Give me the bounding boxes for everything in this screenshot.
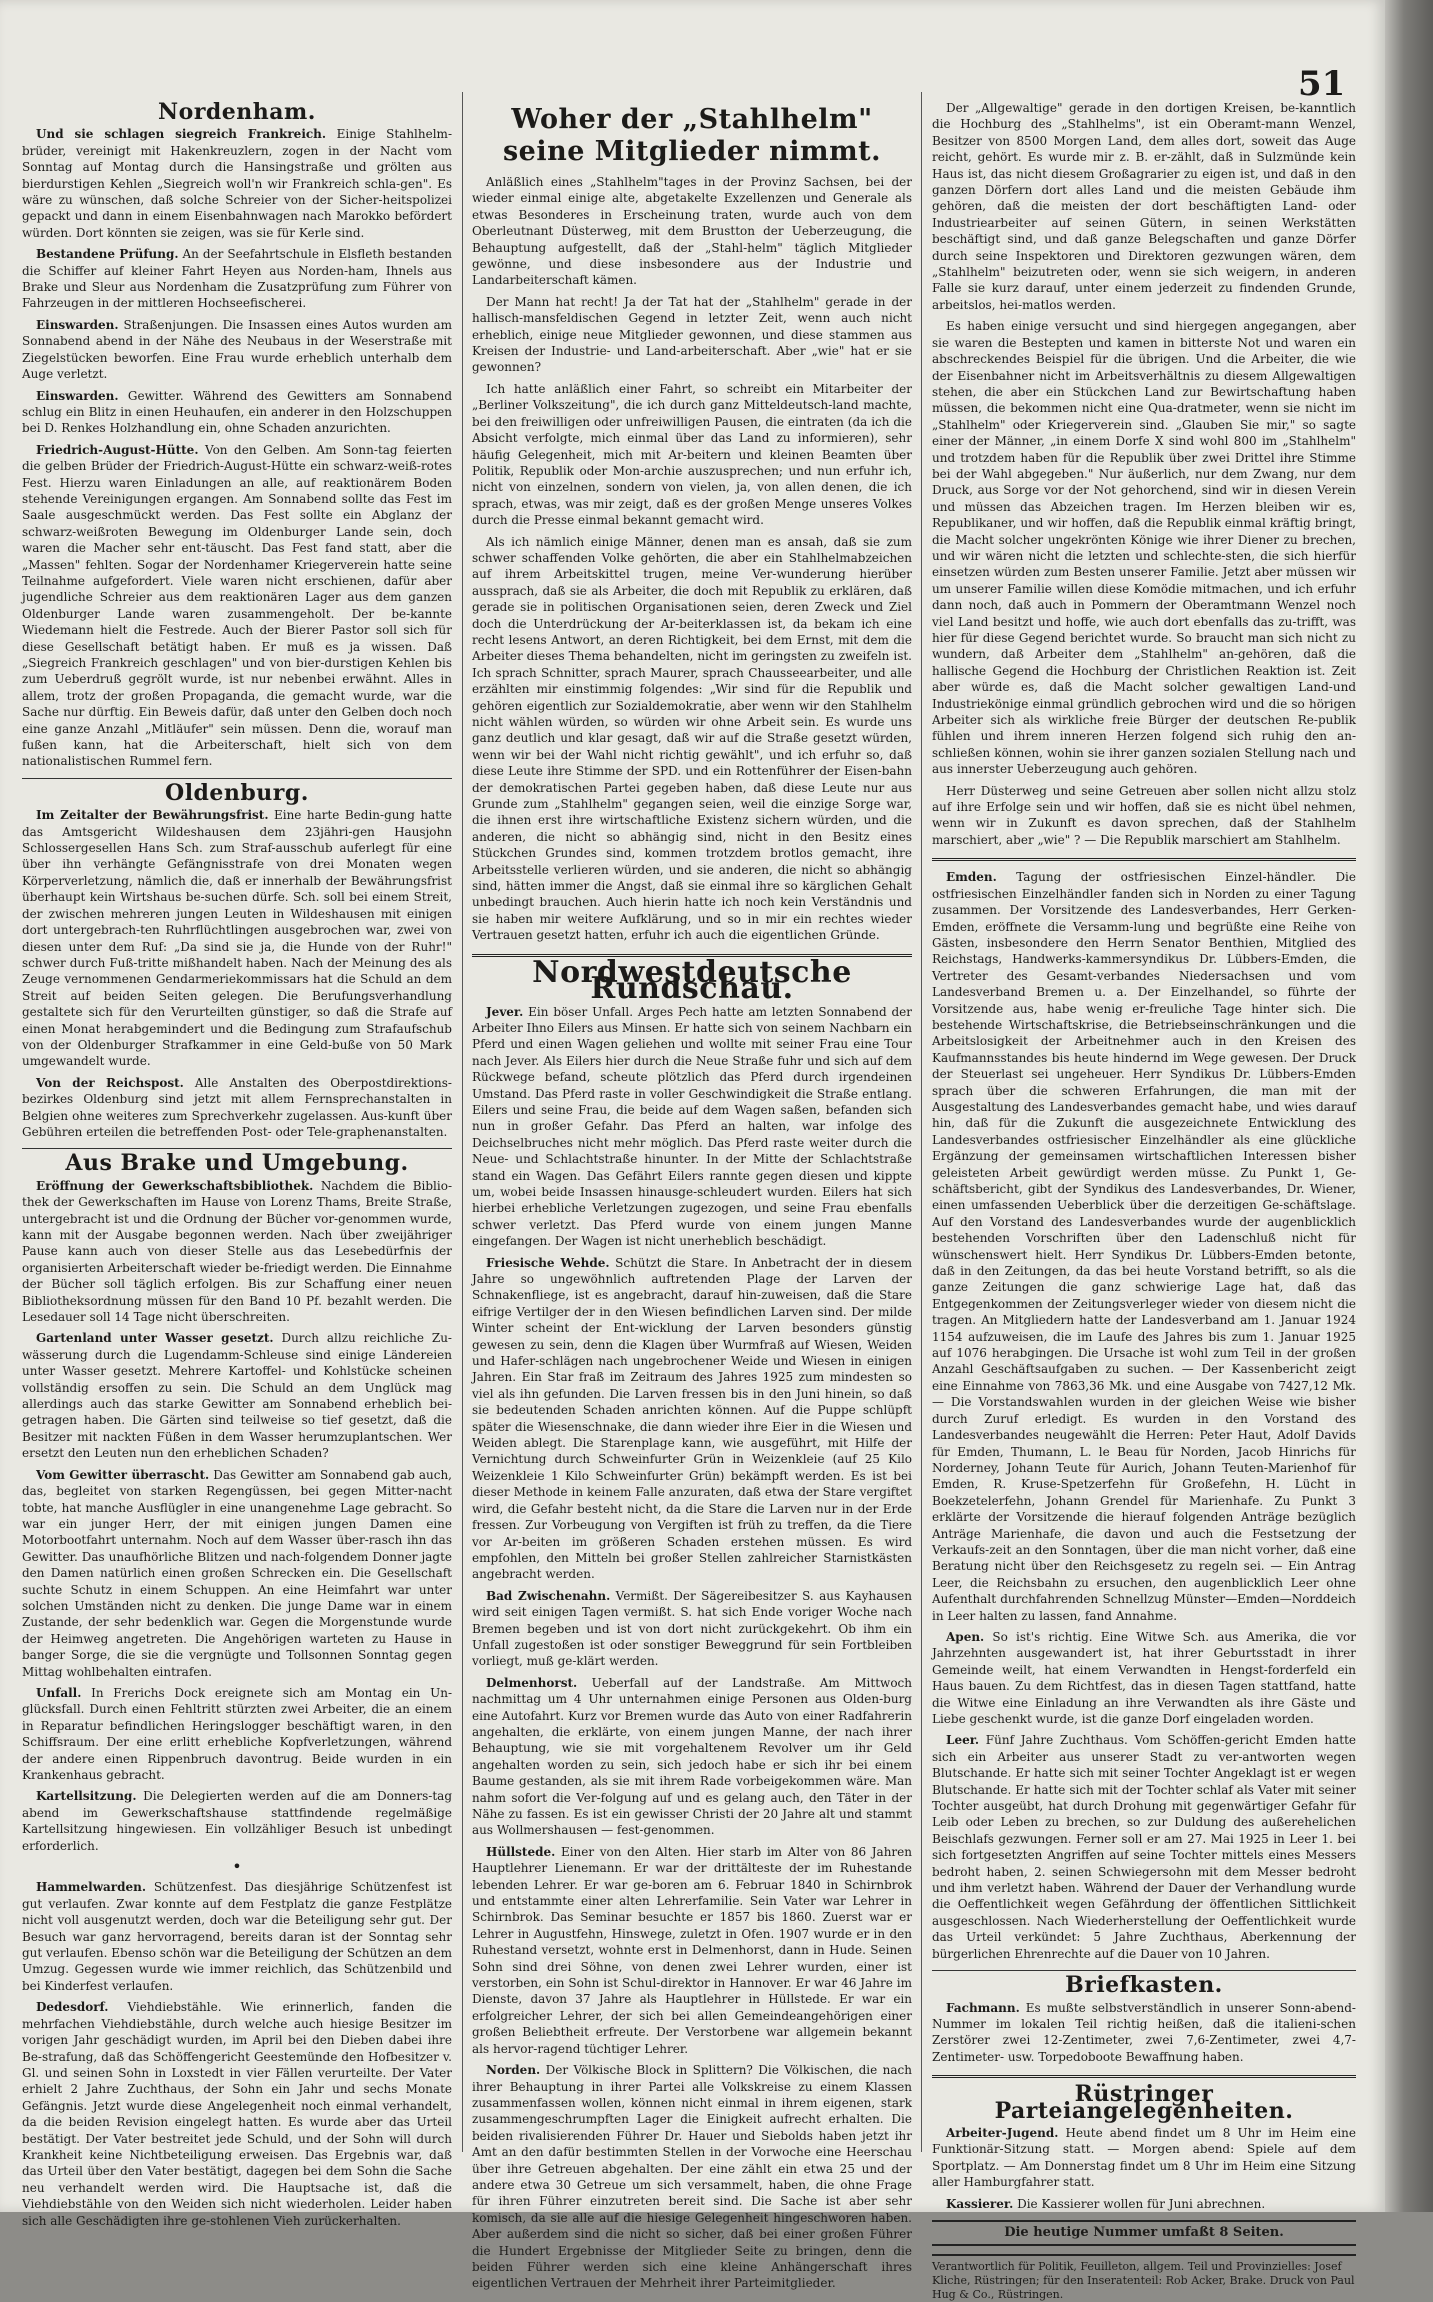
section-rundschau [472,1004,912,2292]
news-item-text: Straßenjungen. Die Insassen eines Autos wurden am Sonnabend abend in der Nähe des Neubaus in der Weserstraße mit Ziegelstücken beworfen. Eine Frau wurde erheblich unterhalb dem Auge verletzt. [22,317,452,382]
news-item-text: Es mußte selbstverständlich in unserer Sonn-abend-Nummer im lokalen Teil richtig heißen, daß die italieni-schen Zerstörer zwei 12-Zentimeter, zwei 7,6-Zentimeter, zwei 4,7-Zentimeter- usw. Torpedoboote Bewaffnung haben. [932,2000,1356,2064]
news-item-lead: Apen. [946,1629,985,1644]
news-item [472,1675,912,1839]
section-brake [22,1178,452,1854]
news-item-lead: Bestandene Prüfung. [36,247,179,262]
page-number: 51 [1298,64,1346,104]
issue-notice: Die heutige Nummer umfaßt 8 Seiten. [932,2220,1356,2246]
news-item [932,869,1356,1624]
news-item-lead: Und sie schlagen siegreich Frankreich. [36,127,327,142]
news-item-text: So ist's richtig. Eine Witwe Sch. aus Amerika, die vor Jahrzehnten ausgewandert ist, hat ihrer Geburtsstadt in ihrer Gemeinde weilt, hat einem Verwandten in Hengst-forderfeld ein Haus bauen. Zu dem Richtfest, das in diesen Tagen stattfand, hatte die Witwe eine Einladung an ihre Verwandten als ihre Gäste und Liebe geschenkt wurde, ist die ganze Dorf eingeladen worden. [932,1629,1356,1726]
section-oldenburg [22,807,452,1140]
news-item [932,1732,1356,1962]
news-item [472,1588,912,1670]
news-item-text: Die Kassierer wollen für Juni abrechnen. [1013,2196,1266,2211]
news-item-lead: Gartenland unter Wasser gesetzt. [36,1331,274,1346]
news-item-lead: Dedesdorf. [36,2000,109,2015]
article-paragraph: Ich hatte anläßlich einer Fahrt, so schreibt ein Mitarbeiter der „Berliner Volkszeitung", die ich durch ganz Mitteldeutsch-land machte, bei den freiwilligen oder unfreiwilligen Pausen, die eintraten (da ich die Absicht verfolgte, mich einmal über das Land zu informieren), sehr häufig Gelegenheit, mich mit Ar-beitern und kleinen Beamten über Politik, Republik oder Mon-archie auszusprechen; und nun erfuhr ich, nicht von einzelnen, sondern von vielen, ja, von allen denen, die ich sprach, etwas, was mir zeigt, daß es der großen Menge unseres Volkes durch die Presse einmal bekannt gemacht wird. [472,381,912,528]
news-item-text: Viehdiebstähle. Wie erinnerlich, fanden die mehrfachen Viehdiebstähle, durch welche auch hiesige Besitzer im vorigen Jahr geschädigt wurden, im April bei den Dieben dabei ihre Be-strafung, daß das Schöffengericht Geestemünde den Hofbesitzer v. Gl. und seinen Sohn in Loxstedt in vier Fällen verurteilte. Der Vater erhielt 2 Jahre Zuchthaus, der Sohn ein Jahr und sechs Monate Gefängnis. Jetzt wurde diese Angelegenheit noch einmal verhandelt, da die beiden Revision eingelegt hatten. Es wurde aber das Urteil bestätigt. Der Vater bestreitet jede Schuld, und der Sohn will durch Krankheit keine Nichtbeteiligung erweisen. Das Ergebnis war, daß das Urteil über den Vater bestätigt, dagegen bei dem Sohn die Sache neu verhandelt werden wird. Die Hauptsache ist, daß die Viehdiebstähle von den Weiden sich nicht wiederholen. Leider haben sich alle Geschädigten ihre ge-stohlenen Vieh zurückerhalten. [22,2000,452,2228]
news-item-lead: Friedrich-August-Hütte. [36,442,199,457]
news-item-text: Einer von den Alten. Hier starb im Alter von 86 Jahren Hauptlehrer Lienemann. Er war der drittälteste der im Ruhestande lebenden Lehrer. Er war ge-boren am 6. Februar 1840 in Schirnbrok und entstammte einer alten Lehrerfamilie. Sein Vater war Lehrer in Schirnbrok. Das Seminar besuchte er 1857 bis 1860. Zuerst war er Lehrer in Augustfehn, Hinswege, zuletzt in Ofen. 1907 wurde er in den Ruhestand versetzt, wohnte erst in Delmenhorst, dann in Hude. Seinen Sohn sind drei Söhne, von denen zwei Lehrer wurden, einer ist verstorben, ein Sohn ist Schul-direktor in Hannover. Er war 46 Jahre im Dienste, davon 37 Jahre als Hauptlehrer in Hüllstede. Er war ein erfolgreicher Lehrer, der sich bei allen Gemeindeangehörigen einer großen Beliebtheit erfreute. Der Verstorbene war allgemein bekannt als hervor-ragend tüchtiger Lehrer. [472,1844,912,2056]
section-title-briefkasten: Briefkasten. [1065,1972,1223,1999]
news-item-text: Nachdem die Biblio-thek der Gewerkschaften im Hause von Lorenz Thams, Breite Straße, untergebracht ist und die Ordnung der Bücher vor-genommen wurde, kann mit der Ausgabe begonnen werden. Nach über zweijähriger Pause kann auch von dieser Stelle aus das Lesebedürfnis der organisierten Arbeiterschaft wieder be-friedigt werden. Die Einnahme der Bücher soll täglich erfolgen. Bis zur Schaffung einer neuen Bibliotheksordnung müssen für den Band 10 Pf. bezahlt werden. Die Lesedauer soll 14 Tage nicht überschreiten. [22,1178,453,1325]
section-divider [932,1970,1356,1971]
news-item-lead: Kassierer. [946,2196,1014,2211]
news-item-text: Von den Gelben. Am Sonn-tag feierten die gelben Brüder der Friedrich-August-Hütte ein schwarz-weiß-rotes Fest. Hierzu waren Einladungen an alle, auf reaktionärem Boden stehende Vereinigungen ergangen. Am Sonnabend sollte das Fest im Saale ausgeschmückt werden. Das Fest sollte ein Abglanz der schwarz-weißroten Bewegung im Oldenburger Lande sein, doch waren die Macher sehr ent-täuscht. Das Fest fand statt, aber die „Massen" fehlten. Sogar der Nordenhamer Kriegerverein hatte seine Teilnahme aufgefordert. Viele waren nicht erschienen, dafür aber jugendliche Schreier aus dem reaktionären Lager aus dem ganzen Oldenburger Lande waren zusammengeholt. Der be-kannte Wiedemann hielt die Festrede. Auch der Bierer Pastor soll sich für diese Gesellschaft betätigt haben. Er muß es ja wissen. Daß „Siegreich Frankreich geschlagen" und von bier-durstigen Kehlen bis zum Ueberdruß gegrölt wurde, ist nur nebenbei erwähnt. Alles in allem, trotz der großen Propaganda, die gemacht wurde, war die Sache nur dürftig. Ein Beweis dafür, daß unter den Gelben doch noch eine ganze Anzahl „Mitläufer" sein müssen. Denn die, worauf man fußen kann, hat die Arbeiterschaft, hielt sich von dem nationalistischen Rummel fern. [22,442,452,769]
news-item [22,1879,452,1994]
news-item [22,442,452,770]
column-3 [932,100,1356,2302]
news-item [22,807,452,1070]
news-item [472,1255,912,1583]
section-divider [22,1148,452,1149]
article-title-stahlhelm: Woher der „Stahlhelm" seine Mitglieder nimmt. [502,104,882,167]
section-local-news [22,1879,452,2229]
news-item-lead: Im Zeitalter der Bewährungsfrist. [36,808,269,823]
news-item [22,1685,452,1783]
news-item [932,2196,1356,2212]
news-item-text: Der Völkische Block in Splittern? Die Völkischen, die nach ihrer Behauptung in ihrer Partei alle Volkskreise zu einem Klassen zusammenfassen wollen, können nicht einmal in ihrem eigenen, stark zusammengeschrumpften Lager die Einigkeit aufrecht erhalten. Die beiden rivalisierenden Führer Dr. Hauer und Siebolds haben jetzt ihr Amt an den dafür bestimmten Stellen in der Vorwoche eine Heerschau über ihre Getreuen abgehalten. Der eine zählt ein etwa 25 und der andere etwa 30 Getreue um sich versammelt, haben, die ohne Frage für ihren Führer einzutreten bereit sind. Die Sache ist aber sehr komisch, da sie alle auf die hiesige Gelegenheit hingeschworen haben. Aber außerdem sind die nicht so sicher, daß bei einer großen Führer die Hundert Ergebnisse der Mitglieder Seite zu bringen, denn die beiden Führer werden sich eine kleine Anhängerschaft ihres eigentlichen Vertrauen der Mehrheit ihrer Parteimitglieder. [472,2063,912,2291]
news-item [22,246,452,312]
news-item-text: Einige Stahlhelm-brüder, vereinigt mit Hakenkreuzlern, zogen in der Nacht vom Sonntag auf Montag durch die Hansingstraße und grölten aus bierdurstigen Kehlen „Siegreich woll'n wir Frankreich schla-gen". Es wäre zu wünschen, daß solche Schreier von der Sicher-heitspolizei gepackt und dann in einem Eisenbahnwagen nach Marokko befördert würden. Dort könnten sie zeigen, was sie für Kerle sind. [22,127,452,240]
news-item-lead: Eröffnung der Gewerkschaftsbibliothek. [36,1178,314,1193]
column-1 [22,99,453,2228]
article-stahlhelm [472,174,912,944]
news-item [22,1788,452,1854]
news-item [22,126,452,241]
news-item-lead: Einswarden. [36,317,119,332]
article-stahlhelm-continued [932,100,1356,848]
news-item-text: Alle Anstalten des Oberpostdirektions-bezirkes Oldenburg sind jetzt mit allem Fernsprechanstalten in Belgien ohne weiteres zum Sprechverkehr zugelassen. Aus-kunft über Gebühren erteilen die betreffenden Post- oder Tele-graphenanstalten. [22,1075,452,1139]
news-item-lead: Arbeiter-Jugend. [946,2125,1059,2140]
column-rule-2 [921,92,922,2152]
news-item [22,317,452,383]
section-party [932,2125,1356,2212]
news-item-text: Tagung der ostfriesischen Einzel-händler. Die ostfriesischen Einzelhändler fanden sich in Norden zu einer Tagung zusammen. Der Vorsitzende des Landesverbandes, Herr Gerken-Emden, eröffnete die Versamm-lung und begrüßte eine Reihe von Gästen, insbesondere den Herrn Senator Benthien, Mitglied des Reichstags, Handwerks-kammersyndikus Dr. Lübbers-Emden, die Vertreter des Gesamt-verbandes Niedersachsen und vom Landesverband Bremen u. a. Der Einzelhandel, so führte der Vorsitzende aus, habe wenig er-freuliche Tage hinter sich. Die bestehende Wirtschaftskrise, die Betriebseinschränkungen und die Arbeitslosigkeit der Arbeitnehmer auch in den Kreisen des Kaufmannsstandes bis heute hindernd im Wege gewesen. Der Druck der Steuerlast sei ungeheuer. Herr Syndikus Dr. Lübbers-Emden sprach über die schweren Erfahrungen, die man mit der Ausgestaltung des Landesverbandes gemacht habe, und wies darauf hin, daß für die Zukunft die ausgezeichnete Entwicklung des Landesverbandes ostfriesischer Einzelhändler als eine glückliche Ergänzung der gemeinsamen wirtschaftlichen Interessen bisher geleisteten Arbeit gewürdigt werden müsse. Zu Punkt 1, Ge-schäftsbericht, gibt der Syndikus des Landesverbandes, Dr. Wiener, einen umfassenden Ueberblick über die derzeitigen Ge-schäftslage. Auf den Vorstand des Landesverbandes wurde der augenblicklich bestehenden Vorschriften über den Ladenschluß nicht für wünschenswert hielt. Herr Syndikus Dr. Lübbers-Emden betonte, daß in den Zeitungen, da das bei heute Vorstand betrifft, so als die ganze Zeitungen die ganz schwierige Lage hat, daß das Entgegenkommen der Zeitungsverleger wieder von diesem nicht die tragen. An Mitgliedern hatte der Landesverband am 1. Januar 1924 1154 aufzuweisen, die im Laufe des Jahres bis zum 1. Januar 1925 auf 1076 herabgingen. Die Ursache ist wohl zum Teil in der großen Anzahl Geschäftsaufgaben zu suchen. — Der Kassenbericht zeigt eine Einnahme von 7863,36 Mk. und eine Ausgabe von 7427,12 Mk. — Die Vorstandswahlen wurden in der gleichen Weise wie bisher durch Zuruf erledigt. Es wurden in den Vorstand des Landesverbandes neugewählt die Herren: Peter Haut, Adolf Davids für Emden, Thumann, L. le Beau für Norden, Jacob Hinrichs für Norderney, Johann Teute für Aurich, Johann Teuten-Marienhof für Emden, R. Kruse-Spetzerfehn für Großefehn, H. Lücht in Boekzetelerfehn, Johann Grendel für Marienhafe. Zu Punkt 3 erklärte der Vorsitzende die hierauf folgenden Anträge bezüglich Anträge Marienhafe, die davon und auch die Festsetzung der Verkaufs-zeit an den Sonntagen, über die man nicht vorher, daß eine Beratung nicht über den Reichsgesetz zu regeln sei. — Ein Antrag Leer, die Reichsbahn zu ersuchen, den augenblicklich Leer ohne Aufenthalt durchfahrenden Schnellzug Münster—Emden—Norddeich in Leer halten zu lassen, fand Annahme. [932,870,1356,1623]
news-item-text: Die Delegierten werden auf die am Donners-tag abend im Gewerkschaftshause stattfindende regelmäßige Kartellsitzung hingewiesen. Ein vollzähliger Besuch ist unbedingt erforderlich. [22,1789,452,1853]
news-item [932,2000,1356,2066]
section-rundschau-continued [932,869,1356,1962]
section-divider [932,2075,1356,2078]
section-title-party: Rüstringer Parteiangelegenheiten. [994,2081,1294,2124]
section-nordenham [22,126,452,769]
section-divider [932,858,1356,861]
section-title-oldenburg: Oldenburg. [165,779,309,806]
news-item [932,1629,1356,1727]
news-item-lead: Hüllstede. [486,1844,556,1859]
section-title-nordenham: Nordenham. [158,99,316,125]
news-item-text: Heute abend findet um 8 Uhr im Heim eine Funktionär-Sitzung statt. — Morgen abend: Spiele auf dem Sportplatz. — Am Donnerstag findet um 8 Uhr im Heim eine Sitzung aller Hamburgfahrer statt. [932,2125,1356,2190]
news-item-lead: Emden. [946,870,997,885]
news-item-lead: Friesische Wehde. [486,1255,610,1270]
news-item-lead: Leer. [946,1733,980,1748]
news-item [22,1075,452,1141]
article-paragraph: Der „Allgewaltige" gerade in den dortigen Kreisen, be-kanntlich die Hochburg des „Stahlhelms", ist ein Oberamt-mann Wenzel, Besitzer von 8500 Morgen Land, dem alles dort, soweit das Auge reicht, gehört. Es wurde mir z. B. er-zählt, daß in Sulzmünde kein Haus ist, das nicht diesem Großagrarier zu eigen ist, und daß in den ganzen Dörfern dort alles Land und die meisten Gebäude ihm gehören, daß die meisten der dort beschäftigten Land- oder Industriearbeiter auf seinen Gütern, in seinen Werkstätten beschäftigt sind, und daß ganze Belegschaften und ganze Dörfer durch seine Inspektoren und Direktoren gezwungen wären, dem „Stahlhelm" beizutreten oder, wenn sie sich weigern, in anderen Falle sie kurz darauf, unter einem jederzeit zu findenden Grunde, arbeitslos, hei-matlos werden. [932,101,1356,312]
column-2 [472,100,912,2291]
news-item-lead: Norden. [486,2063,541,2078]
news-item-lead: Jever. [486,1004,524,1019]
news-item-lead: Kartellsitzung. [36,1789,137,1804]
news-item [472,2062,912,2292]
news-item-lead: Fachmann. [946,2000,1020,2015]
news-item-text: Durch allzu reichliche Zu-wässerung durch die Lugendamm-Schleuse sind einige Ländereien unter Wasser gesetzt. Mehrere Kartoffel- und Kohlstücke scheinen vollständig ersoffen zu sein. Die Schuld an dem Unglück mag allerdings auch das starke Gewitter am Sonnabend erheblich bei-getragen haben. Die Gärten sind teilweise so tief gesetzt, daß die Besitzer mit nackten Füßen in dem Wasser herumzuplantschen. Wer ersetzt den Leuten nun den erheblichen Schaden? [22,1331,452,1461]
news-item [22,1178,452,1326]
news-item-lead: Hammelwarden. [36,1880,147,1895]
news-item-lead: Bad Zwischenahn. [486,1588,611,1603]
news-item-text: Das Gewitter am Sonnabend gab auch, das, begleitet von starken Regengüssen, bei gegen Mitter-nacht tobte, hat manche Ausflügler in eine unangenehme Lage gebracht. So war ein junger Herr, der mit einigen jungen Damen eine Motorbootfahrt unternahm. Noch auf dem Wasser über-rasch ihn das Gewitter. Das unaufhörliche Blitzen und nach-folgendem Donner jagte den Damen natürlich einen großen Schrecken ein. Die Gesellschaft suchte Schutz in einem Schuppen. An eine Heimfahrt war unter solchen Umständen nicht zu denken. Die junge Dame war in einem Zustande, der sehr bedenklich war. Gegen die Morgenstunde wurde der Heimweg angetreten. Die Angehörigen warteten zu Hause in banger Sorge, die sie die vergnügte und Tollsonnen Sonntag gegen Mittag wohlbehalten eintrafen. [22,1467,452,1679]
news-item-text: Schützt die Stare. In Anbetracht der in diesem Jahre so ungewöhnlich auftretenden Plage der Larven der Schnakenfliege, ist es angebracht, darauf hin-zuweisen, daß die Stare eifrige Vertilger der in den Wiesen befindlichen Larven sind. Der milde Winter scheint der Ent-wicklung der Larven besonders günstig gewesen zu sein, denn die Klagen über Wurmfraß auf Wiesen, Weiden und Hafer-schlägen nach ungebrochener Weide und Wiesen in einigen Jahren. Ein Star fraß im Zeitraum des Jahres 1925 zum mindesten so viel als ihn gefunden. Die Larven fressen bis in den Juni hinein, so daß sie bedeutenden Schaden anrichten können. Auf die Puppe schlüpft später die Wiesenschnake, die dann wieder ihre Eier in die Wiesen und Weiden ablegt. Die Starenplage kann, wie ausgeführt, mit Hilfe der Vernichtung durch Schweinfurter Grün in Weizenkleie (auf 25 Kilo Weizenkleie 1 Kilo Schweinfurter Grün) bekämpft werden. Es ist bei dieser Methode in keinem Falle anzuraten, daß etwa der Stare vergiftet wird, die Gefahr besteht nicht, da die Stare die Larven nur in der Erde fressen. Zur Vorbeugung von Vergiften ist früh zu treffen, da die Tiere vor Ar-beiten im größeren Schaden erstehen müssen. Es wird empfohlen, den Mitteln bei großer Stellen zahlreicher Starnistkästen angebracht werden. [472,1255,912,1582]
article-paragraph: Der Mann hat recht! Ja der Tat hat der „Stahlhelm" gerade in der hallisch-mansfeldischen Gegend in letzter Zeit, wenn auch nicht erheblich, einige neue Mitglieder gewonnen, und diese stammen aus Kreisen der Industrie- und Land-arbeiterschaft. Aber „wie" hat er sie gewonnen? [472,294,912,375]
news-item-lead: Unfall. [36,1685,82,1700]
section-title-brake: Aus Brake und Umgebung. [65,1150,409,1177]
imprint: Verantwortlich für Politik, Feuilleton, allgem. Teil und Provinzielles: Josef Kliche, Rüstringen; für den Inseratenteil: Rob Acker, Brake. Druck von Paul Hug & Co., Rüstringen. [932,2254,1356,2302]
section-briefkasten [932,2000,1356,2066]
news-item-text: Fünf Jahre Zuchthaus. Vom Schöffen-gericht Emden hatte sich ein Arbeiter aus unserer Stadt zu ver-antworten wegen Blutschande. Er hatte sich mit seiner Tochter Angeklagt ist er wegen Blutschande. Er hatte sich mit der Tochter schlaf als Vater mit seiner Tochter ausgeübt, hat durch Drohung mit gegenwärtiger Gefahr für Leib oder Leben zu brechen, so zur Duldung des außerehelichen Beischlafs gezwungen. Ferner soll er am 27. Mai 1925 in Leer 1. bei sich fortgesetzten Angriffen auf seine Tochter mittels eines Messers bedroht haben, 2. seinen Schwiegersohn mit dem Messer bedroht und ihm verletzt haben. Während der Dauer der Verhandlung wurde die Oeffentlichkeit wegen Gefährdung der öffentlichen Sittlichkeit ausgeschlossen. Nach Wiederherstellung der Oeffentlichkeit wurde das Urteil verkündet: 5 Jahre Zuchthaus, Aberkennung der bürgerlichen Ehrenrechte auf die Dauer von 10 Jahren. [932,1733,1356,1961]
news-item-lead: Einswarden. [36,388,119,403]
news-item-text: In Frerichs Dock ereignete sich am Montag ein Un-glücksfall. Durch einen Fehltritt stürzten zwei Arbeiter, die an einem in Reparatur befindlichen Heringslogger beschäftigt waren, in den Schiffsraum. Der eine erlitt erhebliche Kopfverletzungen, während der andere einen Rippenbruch davontrug. Beide wurden in ein Krankenhaus gebracht. [22,1685,452,1782]
news-item [22,1467,452,1680]
article-paragraph: Herr Düsterweg und seine Getreuen aber sollen nicht allzu stolz auf ihre Erfolge sein und wir hoffen, daß sie es nicht übel nehmen, wenn wir in Zukunft es davon sprechen, daß der Stahlhelm marschiert, aber „wie" ? — Die Republik marschiert am Stahlhelm. [932,783,1356,847]
article-paragraph: Als ich nämlich einige Männer, denen man es ansah, daß sie zum schwer schaffenden Volke gehörten, die aber ein Stahlhelmabzeichen auf ihrem Arbeitskittel trugen, meine Ver-wunderung hierüber aussprach, daß sie als Arbeiter, die doch mit Republik zu erklären, daß gerade sie in politischen Organisationen seien, deren Zweck und Ziel doch die Unterdrückung der Ar-beiterklassen ist, da bekam ich eine recht lesens Antwort, an deren Richtigkeit, bei dem Ernst, mit dem die Arbeiter dieses Thema behandelten, nicht im geringsten zu zweifeln ist. Ich sprach Schnitter, sprach Maurer, sprach Chausseearbeiter, und alle erzählten mir einstimmig folgendes: „Wir sind für die Republik und gehören eigentlich zur Sozialdemokratie, aber wenn wir den Stahlhelm nicht wählen würden, so würden wir ohne Arbeit sein. Es wurde uns ganz deutlich und klar gesagt, daß wir auf die Straße gesetzt würden, wenn wir bei der Wahl nicht richtig gewählt", und ich erfuhr so, daß diese Leute ihre Stimme der SPD. und ein Rottenführer der Eisen-bahn der demokratischen Partei gegeben haben, daß diese Leute nur aus Grunde zum „Stahlhelm" gegangen seien, weil die einzige Sorge war, die ihnen erst ihre wirtschaftliche Existenz sichern würden, und die anderen, die nicht so abhängig sind, nicht in den Besitz eines Stückchen Grundes sind, kommen trotzdem brotlos gemacht, ihre Arbeitsstelle verlieren würden, und sie anderen, die nicht so abhängig sind, hätten immer die Angst, daß sie einmal ihre so kärglichen Gehalt unbedingt brauchen. Auch hierin hatte ich noch kein Verständnis und sie haben mir weitere Aufklärung, und so in mir ein rechtes wieder Vertrauen gesetzt hatten, erfuhr ich auch die eigentlichen Gründe. [472,534,912,943]
news-item-lead: Vom Gewitter überrascht. [36,1467,210,1482]
news-item [472,1844,912,2057]
column-rule-1 [462,92,463,2152]
news-item [22,1999,452,2229]
news-item-text: Schützenfest. Das diesjährige Schützenfest ist gut verlaufen. Zwar konnte auf dem Festplatz die ganze Festplätze nicht voll ausgenutzt werden, doch war die Beteiligung sehr gut. Der Besuch war ganz hervorragend, bereits daran ist der Sonntag sehr gut verlaufen. Ebenso schön war die Beteiligung der Schützen an dem Umzug. Gegessen wurde wie immer reichlich, das Schützenbild und bei Kinderfest verlaufen. [22,1880,452,1993]
news-item-text: Vermißt. Der Sägereibesitzer S. aus Kayhausen wird seit einigen Tagen vermißt. S. hat sich Ende voriger Woche nach Bremen begeben und ist von dort nicht zurückgekehrt. Ob ihm ein Unfall zugestoßen ist oder sonstiger Beweggrund für sein Fortbleiben vorliegt, muß ge-klärt werden. [472,1588,912,1669]
news-item-lead: Delmenhorst. [486,1675,578,1690]
article-paragraph: Anläßlich eines „Stahlhelm"tages in der Provinz Sachsen, bei der wieder einmal einige alte, abgetakelte Exzellenzen und Generale als etwas Besonderes in Erscheinung traten, wurde auch von dem Oberleutnant Düsterweg, mit dem Brustton der Ueberzeugung, die Behauptung aufgestellt, daß der „Stahl-helm" täglich Mitglieder gewönne, und diese insbesondere aus der Industrie und Landarbeiterschaft kämen. [472,175,912,288]
news-item [22,1330,452,1461]
news-item-text: An der Seefahrtschule in Elsfleth bestanden die Schiffer auf kleiner Fahrt Heyen aus Norden-ham, Ihnels aus Brake und Sleur aus Nordenham die Zusatzprüfung zum Führer von Fahrzeugen in der mittleren Hochseefischerei. [22,247,452,311]
news-item [22,388,452,437]
section-title-rundschau: Nordwestdeutsche Rundschau. [532,954,852,1007]
news-item-text: Ein böser Unfall. Arges Pech hatte am letzten Sonnabend der Arbeiter Ihno Eilers aus Minsen. Er hatte sich von seinem Nachbarn ein Pferd und einen Wagen geliehen und wollte mit seiner Frau eine Tour nach Jever. Als Eilers hier durch die Neue Straße fuhr und sich auf dem Rückwege befand, scheute plötzlich das Pferd durch irgendeinen Umstand. Das Pferd raste in voller Geschwindigkeit die Straße entlang. Eilers und seine Frau, die beide auf dem Wagen saßen, befanden sich nun in großer Gefahr. Das Pferd an halten, war infolge des Deichselbruches nicht mehr möglich. Das Pferd raste weiter durch die Neue- und Schlachtstraße hinunter. In der Mitte der Schlachtstraße stand ein Wagen. Das Gefährt Eilers rannte gegen diesen und kippte um, wobei beide Insassen hinausge-schleudert wurden. Eilers hat sich hierbei erhebliche Verletzungen zugezogen, und seine Frau ebenfalls schwer verletzt. Das Pferd wurde von einem jungen Manne eingefangen. Der Wagen ist nicht unerheblich beschädigt. [472,1004,912,1249]
page-edge-shadow [1385,0,1433,2212]
news-item [932,2125,1356,2191]
news-item-text: Eine harte Bedin-gung hatte das Amtsgericht Wildeshausen dem 23jähri-gen Hausjohn Schlossergesellen Hans Sch. zum Straf-ausschub auferlegt für eine über ihn verhängte Gefängnisstrafe von drei Monaten wegen Körperverletzung, nämlich die, daß er innerhalb der Bewährungsfrist überhaupt kein Wirtshaus be-suchen dürfe. Sch. soll bei einem Streit, der zwischen mehreren jungen Leuten in Wildeshausen mit einigen dort untergebrach-ten Ruhrflüchtlingen ausgebrochen war, zwei von diesen unter dem Ruf: „Da sind sie ja, die Hunde von der Ruhr!" schwer durch Fuß-tritte mißhandelt haben. Nach der Meinung des als Zeuge vernommenen Gendarmeriekommissars hat die Schuld an dem Streit auf beiden Seiten gelegen. Die Berufungsverhandlung gestaltete sich für den Verurteilten günstiger, so daß die Strafe auf einen Monat herabgemindert und die Bedingung zum Strafaufschub von der Oldenburger Strafkammer in eine Geld-buße von 50 Mark umgewandelt wurde. [22,808,452,1069]
news-item-text: Ueberfall auf der Landstraße. Am Mittwoch nachmittag um 4 Uhr unternahmen einige Personen aus Olden-burg eine Autofahrt. Kurz vor Bremen wurde das Auto von einer Radfahrerin angehalten, die erklärte, von einem jungen Manne, der nach ihrer Behauptung, wie sie mit vorgehaltenem Revolver um ihr Geld angehalten worden zu sein, sich jedoch habe er sich ihr bei einem Baume gestanden, als sie mit ihrem Rade vorbeigekommen wäre. Man nahm sofort die Ver-folgung auf und es gelang auch, den Täter in der Nähe zu fassen. Es ist ein gewisser Christi der 20 Jahre alt und stammt aus Wollmershausen — fest-genommen. [472,1675,912,1838]
news-item-text: Gewitter. Während des Gewitters am Sonnabend schlug ein Blitz in einen Heuhaufen, ein anderer in den Holzschuppen bei D. Renkes Holzhandlung ein, ohne Schaden anzurichten. [22,388,452,436]
news-item [472,1004,912,1250]
separator-dot: • [232,1857,242,1877]
news-item-lead: Von der Reichspost. [36,1075,184,1090]
article-paragraph: Es haben einige versucht und sind hiergegen angegangen, aber sie waren die Bestepten und kamen in bitterste Not und waren ein abschreckendes Beispiel für die übrigen. Und die Arbeiter, die wie der Eisenbahner nicht im Arbeitsverhältnis zu diesem Allgewaltigen stehen, die aber ein Stückchen Land zur Bewirtschaftung haben müssen, die bekommen nicht eine Qua-dratmeter, wenn sie nicht im „Stahlhelm" oder Kriegerverein sind. „Glauben Sie mir," so sagte einer der Männer, „in einem Dorfe X sind wohl 800 im „Stahlhelm" und trotzdem haben für die Republik über zwei Drittel ihre Stimme bei der Wahl abgegeben." Nur äußerlich, nur dem Zwang, nur dem Druck, aus Sorge vor der Not gehorchend, sind wir in diesen Verein und müssen das Abzeichen tragen. Im Herzen bleiben wir es, Republikaner, und wir hoffen, daß die Republik einmal kräftig bringt, die Macht solcher ungekrönten Könige wie ihrer Diener zu brechen, und wir wären nicht die letzten und schlechte-sten, die sich hierfür einsetzen würden zum Besten unserer Familie. Jetzt aber müssen wir um unserer Familie willen diese Komödie mitmachen, und ich erfuhr dann noch, daß auch in Pommern der Oberamtmann Wenzel noch viel Land besitzt und hoffe, wie auch dort ebenfalls das zu-trifft, was hier für diese Gegend berichtet wurde. So braucht man sich nicht zu wundern, daß Arbeiter dem „Stahlhelm" an-gehören, daß die hallische Gegend die Hochburg der Christlichen Reaktion ist. Zeit aber würde es, daß die Macht solcher gewaltigen Land-und Industriekönige einmal gründlich gebrochen wird und die so hörigen Arbeiter sich als wirkliche freie Bürger der deutschen Re-publik fühlen und ihrem inneren Herzen folgend sich ruhig den an-schließen können, wohin sie ihrer ganzen sozialen Stellung nach und aus innerster Ueberzeugung auch gehören. [932,319,1356,777]
section-divider [22,778,452,779]
